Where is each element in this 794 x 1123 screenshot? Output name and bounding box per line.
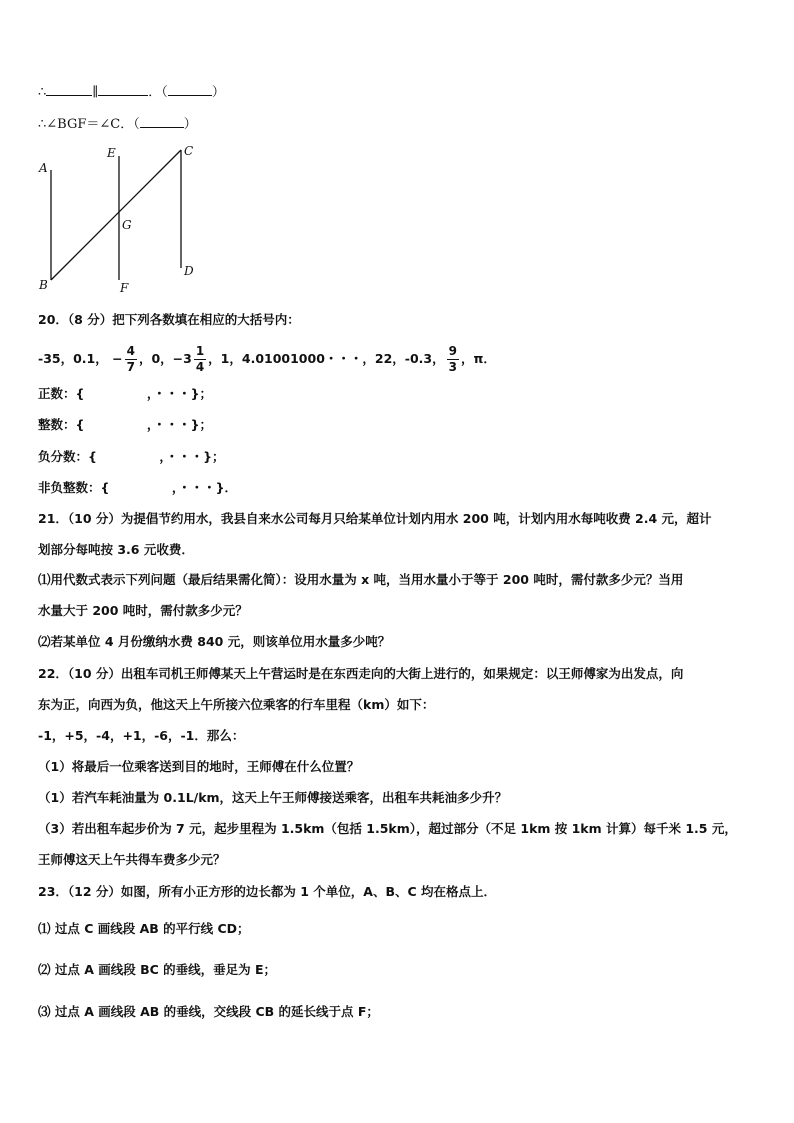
- q22-line-1: 22．（10 分）出租车司机王师傅某天上午营运时是在东西走向的大街上进行的，如果规定：以王师傅家为出发点，向: [38, 666, 684, 681]
- denominator: 3: [448, 360, 457, 374]
- q22-part-3-line-2: 王师傅这天上午共得车费多少元？: [38, 852, 226, 867]
- q20-numbers: [38, 342, 496, 376]
- q20-non-negative-integer: 非负整数：{ ，・・・}．: [38, 480, 238, 495]
- label-d: D: [184, 264, 194, 278]
- numbers-text: -35，0.1，: [38, 351, 108, 366]
- denominator: 4: [195, 359, 205, 374]
- q20-header: 20．（8 分）把下列各数填在相应的大括号内：: [38, 312, 300, 327]
- dot-paren: ．（: [148, 85, 168, 100]
- label-c: C: [184, 144, 194, 158]
- q23-part-1: ⑴ 过点 C 画线段 AB 的平行线 CD；: [38, 921, 250, 936]
- fraction-1-4: [194, 344, 206, 375]
- fraction-9-3: [447, 344, 459, 375]
- answer-blank[interactable]: [46, 82, 92, 96]
- label-f: F: [120, 281, 129, 295]
- denominator: 7: [126, 360, 135, 374]
- q23-part-3: ⑶ 过点 A 画线段 AB 的垂线，交线段 CB 的延长线于点 F；: [38, 1004, 379, 1019]
- proof-line-2: [38, 114, 197, 134]
- label-a: A: [39, 161, 48, 175]
- q21-line-2: 划部分每吨按 3.6 元收费．: [38, 542, 194, 557]
- parallel-symbol: ∥: [92, 85, 99, 100]
- q20-negative-fraction: 负分数：{ ，・・・}；: [38, 449, 225, 464]
- q20-integer: 整数：{ ，・・・}；: [38, 417, 213, 432]
- minus-sign: −: [112, 351, 123, 366]
- label-g: G: [122, 218, 132, 232]
- reason-blank[interactable]: [168, 82, 212, 96]
- q22-part-3-line-1: （3）若出租车起步价为 7 元，起步里程为 1.5km（包括 1.5km），超过部分（不足 1km 按 1km 计算）每千米 1.5 元，: [38, 821, 737, 836]
- close-paren: ）: [183, 117, 197, 132]
- mixed-number: [173, 342, 209, 376]
- q21-part-2: ⑵若某单位 4 月份缴纳水费 840 元，则该单位用水量多少吨？: [38, 634, 391, 649]
- numerator: 1: [195, 343, 205, 358]
- close-paren: ）: [211, 85, 225, 100]
- q22-part-2: （1）若汽车耗油量为 0.1L/km，这天上午王师傅接送乘客，出租车共耗油多少升？: [38, 790, 508, 805]
- numbers-text: ，1，4.01001000・・・，22，-0.3，: [208, 351, 445, 366]
- fraction-4-7: [125, 344, 137, 375]
- q22-data: -1，+5，-4，+1，-6，-1．那么：: [38, 728, 245, 743]
- numbers-text: ，0，: [138, 351, 173, 366]
- q23-part-2: ⑵ 过点 A 画线段 BC 的垂线，垂足为 E；: [38, 962, 277, 977]
- label-b: B: [39, 278, 48, 292]
- numerator: 9: [448, 344, 457, 358]
- q23-line-1: 23．（12 分）如图，所有小正方形的边长都为 1 个单位，A、B、C 均在格点上．: [38, 884, 497, 899]
- numbers-text: ，π．: [460, 351, 496, 366]
- geometry-figure: [30, 140, 210, 300]
- q22-line-2: 东为正，向西为负，他这天上午所接六位乘客的行车里程（km）如下：: [38, 697, 435, 712]
- therefore-symbol: ∴: [38, 85, 47, 100]
- q21-part-1-line-2: 水量大于 200 吨时，需付款多少元？: [38, 603, 248, 618]
- q20-positive: 正数：{ ，・・・}；: [38, 386, 213, 401]
- segment-bc: [51, 150, 181, 280]
- proof-line-1: [38, 82, 225, 102]
- reason-blank[interactable]: [140, 114, 184, 128]
- q21-line-1: 21．（10 分）为提倡节约用水，我县自来水公司每月只给某单位计划内用水 200 吨，计划内用水每吨收费 2.4 元，超计: [38, 511, 712, 526]
- numerator: 4: [126, 344, 135, 358]
- label-e: E: [107, 146, 116, 160]
- whole-part: −3: [172, 351, 192, 366]
- conclusion-text: ∴∠BGF＝∠C．（: [38, 117, 140, 132]
- q22-part-1: （1）将最后一位乘客送到目的地时，王师傅在什么位置？: [38, 759, 360, 774]
- answer-blank[interactable]: [98, 82, 148, 96]
- q21-part-1-line-1: ⑴用代数式表示下列问题（最后结果需化简）：设用水量为 x 吨，当用水量小于等于 200 吨时，需付款多少元？当用: [38, 572, 684, 587]
